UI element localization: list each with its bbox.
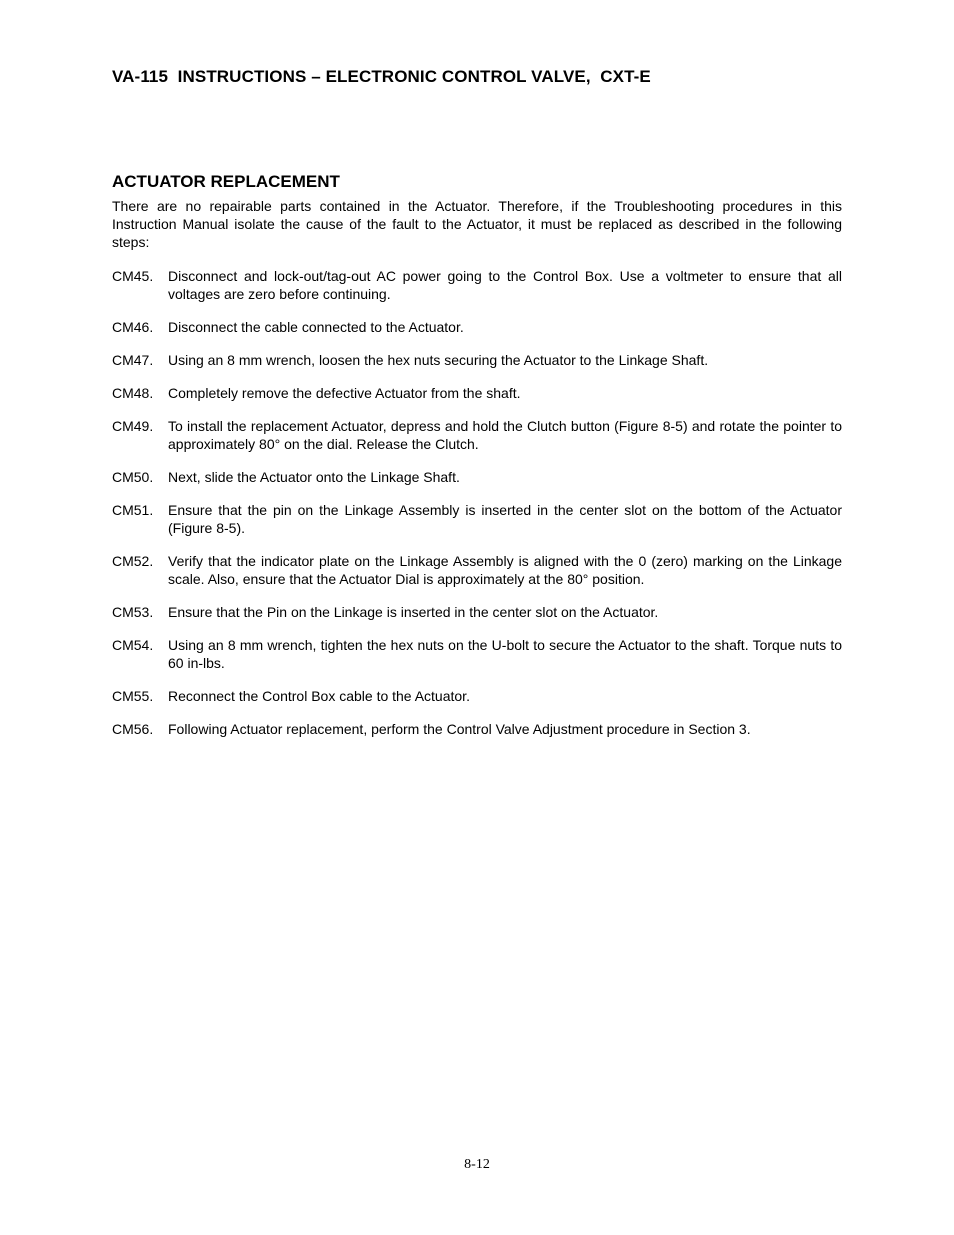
step-number: CM55. [112,688,154,704]
step-text: Using an 8 mm wrench, tighten the hex nuts on the U-bolt to secure the Actuator to the shaft. Torque nuts to 60 in-lbs. [168,637,842,671]
step-number: CM50. [112,469,154,485]
page-number: 8-12 [464,1157,490,1172]
procedure-step [112,417,842,453]
procedure-steps-list [112,267,842,753]
procedure-step [112,318,842,336]
step-text: Disconnect and lock-out/tag-out AC power going to the Control Box. Use a voltmeter to ensure that all voltages are zero before continuing. [168,268,842,302]
section-title: ACTUATOR REPLACEMENT [112,172,340,191]
procedure-step [112,351,842,369]
step-text: Verify that the indicator plate on the Linkage Assembly is aligned with the 0 (zero) marking on the Linkage scale. Also, ensure that the Actuator Dial is approximately at the 80° position. [168,553,842,587]
procedure-step [112,687,842,705]
step-text: Completely remove the defective Actuator from the shaft. [168,385,521,401]
procedure-step [112,603,842,621]
step-number: CM51. [112,502,154,518]
step-number: CM52. [112,553,154,569]
step-number: CM54. [112,637,154,653]
step-text: Reconnect the Control Box cable to the Actuator. [168,688,470,704]
document-header-title: VA-115 INSTRUCTIONS – ELECTRONIC CONTROL VALVE, CXT-E [112,67,651,86]
step-number: CM53. [112,604,154,620]
step-number: CM48. [112,385,154,401]
step-text: Next, slide the Actuator onto the Linkage Shaft. [168,469,460,485]
section-intro-paragraph: There are no repairable parts contained in the Actuator. Therefore, if the Troubleshooting procedures in this Instruction Manual isolate the cause of the fault to the Actuator, it must be replaced as described in the following steps: [112,198,842,250]
step-number: CM47. [112,352,154,368]
procedure-step [112,267,842,303]
procedure-step [112,720,842,738]
step-number: CM46. [112,319,154,335]
procedure-step [112,468,842,486]
step-text: Ensure that the pin on the Linkage Assembly is inserted in the center slot on the bottom of the Actuator (Figure 8-5). [168,502,842,536]
step-number: CM45. [112,268,154,284]
step-text: Following Actuator replacement, perform the Control Valve Adjustment procedure in Section 3. [168,721,751,737]
procedure-step [112,384,842,402]
procedure-step [112,636,842,672]
step-text: To install the replacement Actuator, depress and hold the Clutch button (Figure 8-5) and rotate the pointer to approximately 80° on the dial. Release the Clutch. [168,418,842,452]
procedure-step [112,552,842,588]
step-number: CM49. [112,418,154,434]
step-text: Ensure that the Pin on the Linkage is inserted in the center slot on the Actuator. [168,604,659,620]
step-number: CM56. [112,721,154,737]
procedure-step [112,501,842,537]
step-text: Disconnect the cable connected to the Actuator. [168,319,464,335]
step-text: Using an 8 mm wrench, loosen the hex nuts securing the Actuator to the Linkage Shaft. [168,352,709,368]
